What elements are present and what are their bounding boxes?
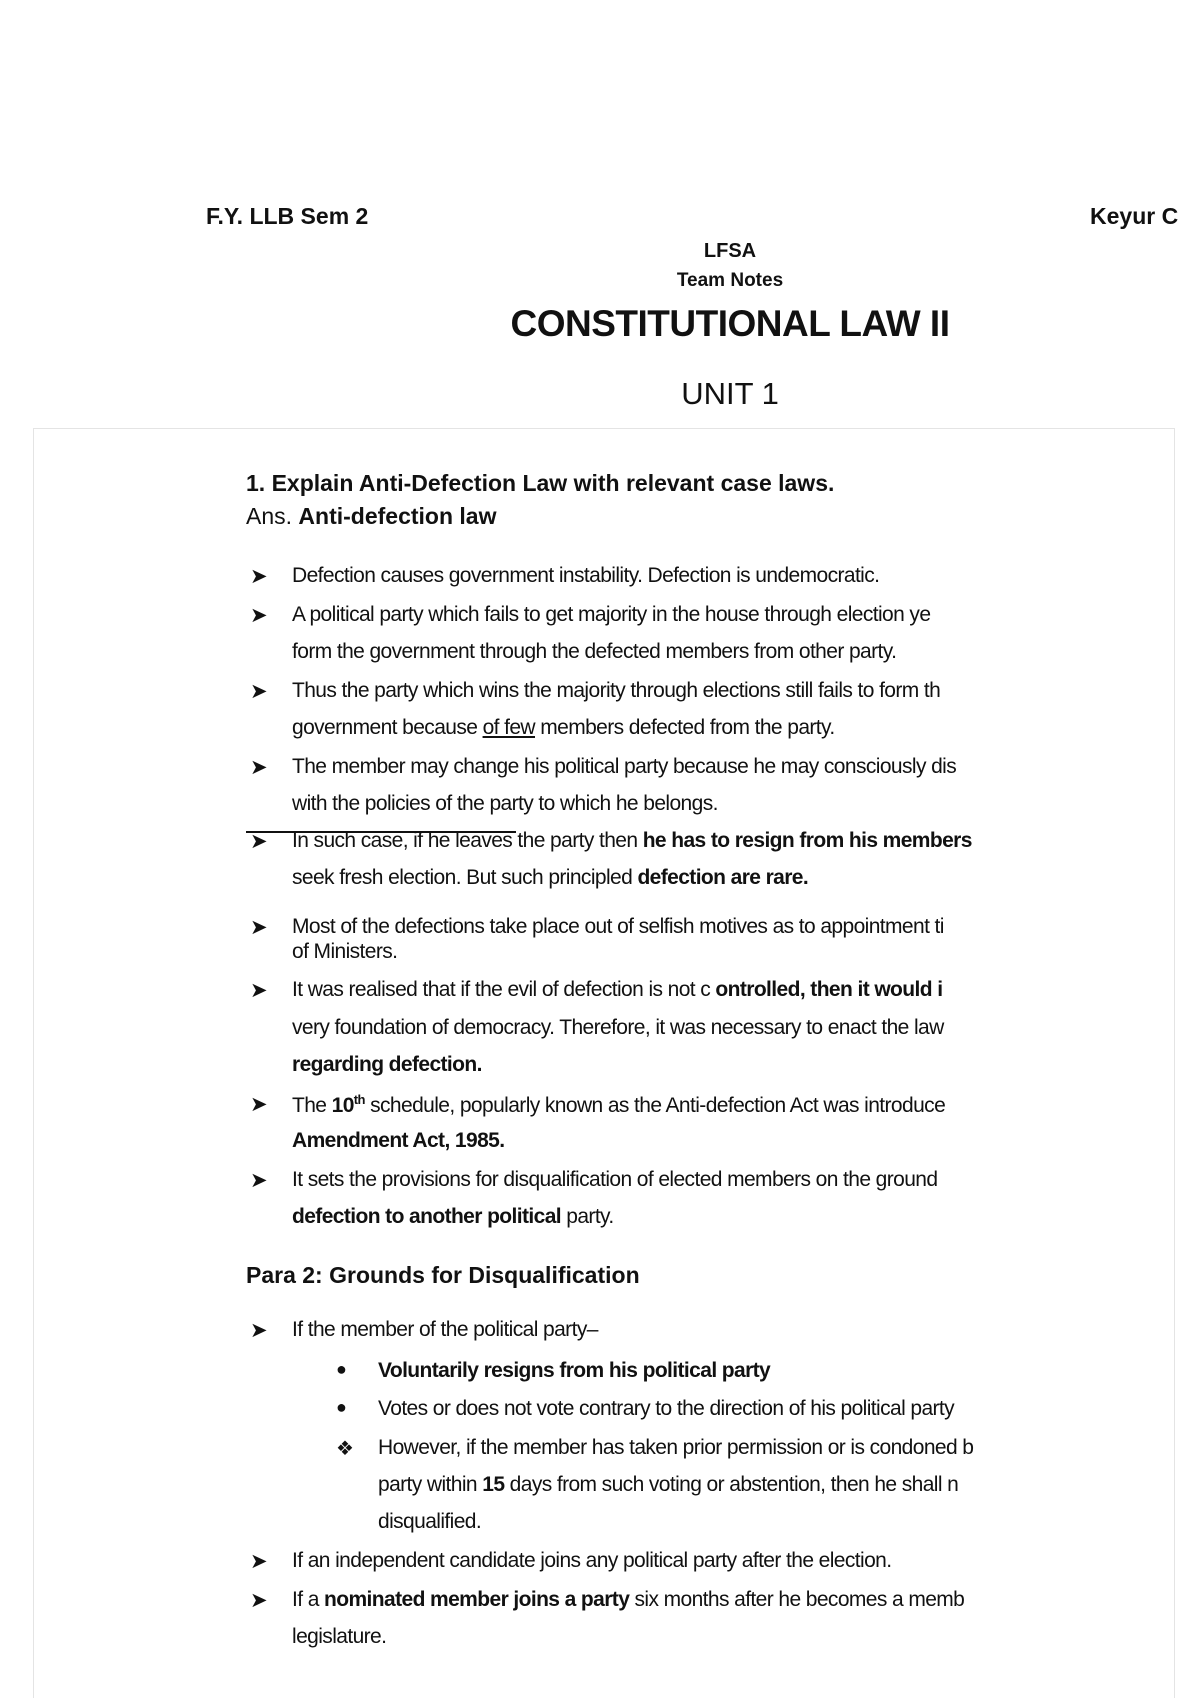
bullet-line	[292, 866, 808, 890]
arrow-bullet-icon: ➤	[250, 1093, 268, 1116]
header-author: Keyur C	[1090, 203, 1179, 229]
arrow-bullet-icon: ➤	[250, 1319, 268, 1342]
arrow-bullet-icon: ➤	[250, 1550, 268, 1573]
sub-bullet-line	[378, 1473, 958, 1497]
bullet-line-part: In such case, if he leaves the party then	[292, 829, 643, 852]
bullet-line-part: party.	[561, 1205, 614, 1228]
bullet-line	[292, 1053, 482, 1077]
bullet-line: Thus the party which wins the majority through elections still fails to form th	[292, 679, 941, 702]
answer-line	[246, 503, 496, 530]
unit-heading: UNIT 1	[681, 376, 779, 411]
bullet-line-part: days from such voting or abstention, then he shall n	[504, 1473, 959, 1496]
sub-bullet-line: Votes or does not vote contrary to the direction of his political party	[378, 1397, 955, 1420]
bullet-line: The member may change his political party because he may consciously dis	[292, 755, 957, 778]
bullet-line	[292, 1092, 945, 1118]
bullet-line: If an independent candidate joins any political party after the election.	[292, 1549, 892, 1572]
bullet-line: very foundation of democracy. Therefore, it was necessary to enact the law	[292, 1016, 944, 1039]
dot-bullet-icon: ●	[336, 1359, 347, 1379]
bold-text: defection are rare.	[637, 866, 809, 889]
bold-text: regarding defection.	[292, 1053, 482, 1076]
org-label: LFSA	[703, 240, 757, 262]
bold-text: 10th	[331, 1092, 365, 1117]
question-heading: 1. Explain Anti-Defection Law with relevant case laws.	[246, 470, 835, 496]
underlined-text: of few	[482, 716, 535, 739]
sub-bullet-line	[378, 1359, 770, 1383]
arrow-bullet-icon: ➤	[250, 1169, 268, 1192]
bold-text: defection to another political	[292, 1205, 562, 1228]
arrow-bullet-icon: ➤	[250, 979, 268, 1002]
sub-bullet-line: However, if the member has taken prior permission or is condoned b	[378, 1436, 974, 1459]
bullet-line	[292, 1205, 614, 1229]
bullet-line: Defection causes government instability. Defection is undemocratic.	[292, 564, 880, 587]
bullet-line: Most of the defections take place out of selfish motives as to appointment ti	[292, 915, 944, 938]
bold-text: Voluntarily resigns from his political party	[378, 1359, 771, 1382]
bullet-line-part: party within	[378, 1473, 483, 1496]
bullet-line-part: six months after he becomes a memb	[629, 1588, 965, 1611]
bullet-line-part: The	[292, 1094, 332, 1117]
bold-text: Amendment Act, 1985.	[292, 1129, 505, 1152]
bullet-line	[292, 716, 835, 740]
bold-text: ontrolled, then it would i	[715, 978, 943, 1001]
header-course: F.Y. LLB Sem 2	[206, 203, 369, 229]
page-title: CONSTITUTIONAL LAW II	[510, 303, 950, 344]
bullet-line	[292, 829, 972, 853]
bullet-line-part: schedule, popularly known as the Anti-defection Act was introduce	[364, 1094, 946, 1117]
bullet-line: It sets the provisions for disqualification of elected members on the ground	[292, 1168, 938, 1191]
bullet-line: A political party which fails to get majority in the house through election ye	[292, 603, 931, 626]
bullet-line-part: members defected from the party.	[535, 716, 835, 739]
bullet-line: of Ministers.	[292, 940, 398, 963]
answer-prefix: Ans.	[246, 503, 293, 529]
arrow-bullet-icon: ➤	[250, 916, 268, 939]
bullet-line: If the member of the political party–	[292, 1318, 598, 1341]
bullet-line: with the policies of the party to which he belongs.	[292, 792, 718, 815]
arrow-bullet-icon: ➤	[250, 1589, 268, 1612]
bullet-line	[292, 1129, 504, 1153]
bullet-line-part: seek fresh election. But such principled	[292, 866, 638, 889]
bold-text: he has to resign from his members	[642, 829, 972, 852]
arrow-bullet-icon: ➤	[250, 680, 268, 703]
diamond-bullet-icon: ❖	[336, 1438, 354, 1460]
arrow-bullet-icon: ➤	[250, 565, 268, 588]
arrow-bullet-icon: ➤	[250, 604, 268, 627]
bullet-line	[292, 1588, 964, 1612]
bullet-line-part: If a	[292, 1588, 325, 1611]
bullet-line: legislature.	[292, 1625, 387, 1648]
sub-bullet-line: disqualified.	[378, 1510, 482, 1533]
arrow-bullet-icon: ➤	[250, 756, 268, 779]
arrow-bullet-icon: ➤	[250, 830, 268, 853]
answer-title: Anti-defection law	[298, 503, 497, 529]
section-heading: Para 2: Grounds for Disqualification	[246, 1262, 640, 1288]
team-label: Team Notes	[676, 270, 784, 291]
bold-text: 15	[482, 1473, 505, 1496]
dot-bullet-icon: ●	[336, 1397, 347, 1417]
bullet-line-part: government because	[292, 716, 483, 739]
bullet-line-part: It was realised that if the evil of defection is not c	[292, 978, 716, 1001]
bullet-line	[292, 978, 942, 1002]
bullet-line: form the government through the defected members from other party.	[292, 640, 897, 663]
bold-text: nominated member joins a party	[324, 1588, 630, 1611]
